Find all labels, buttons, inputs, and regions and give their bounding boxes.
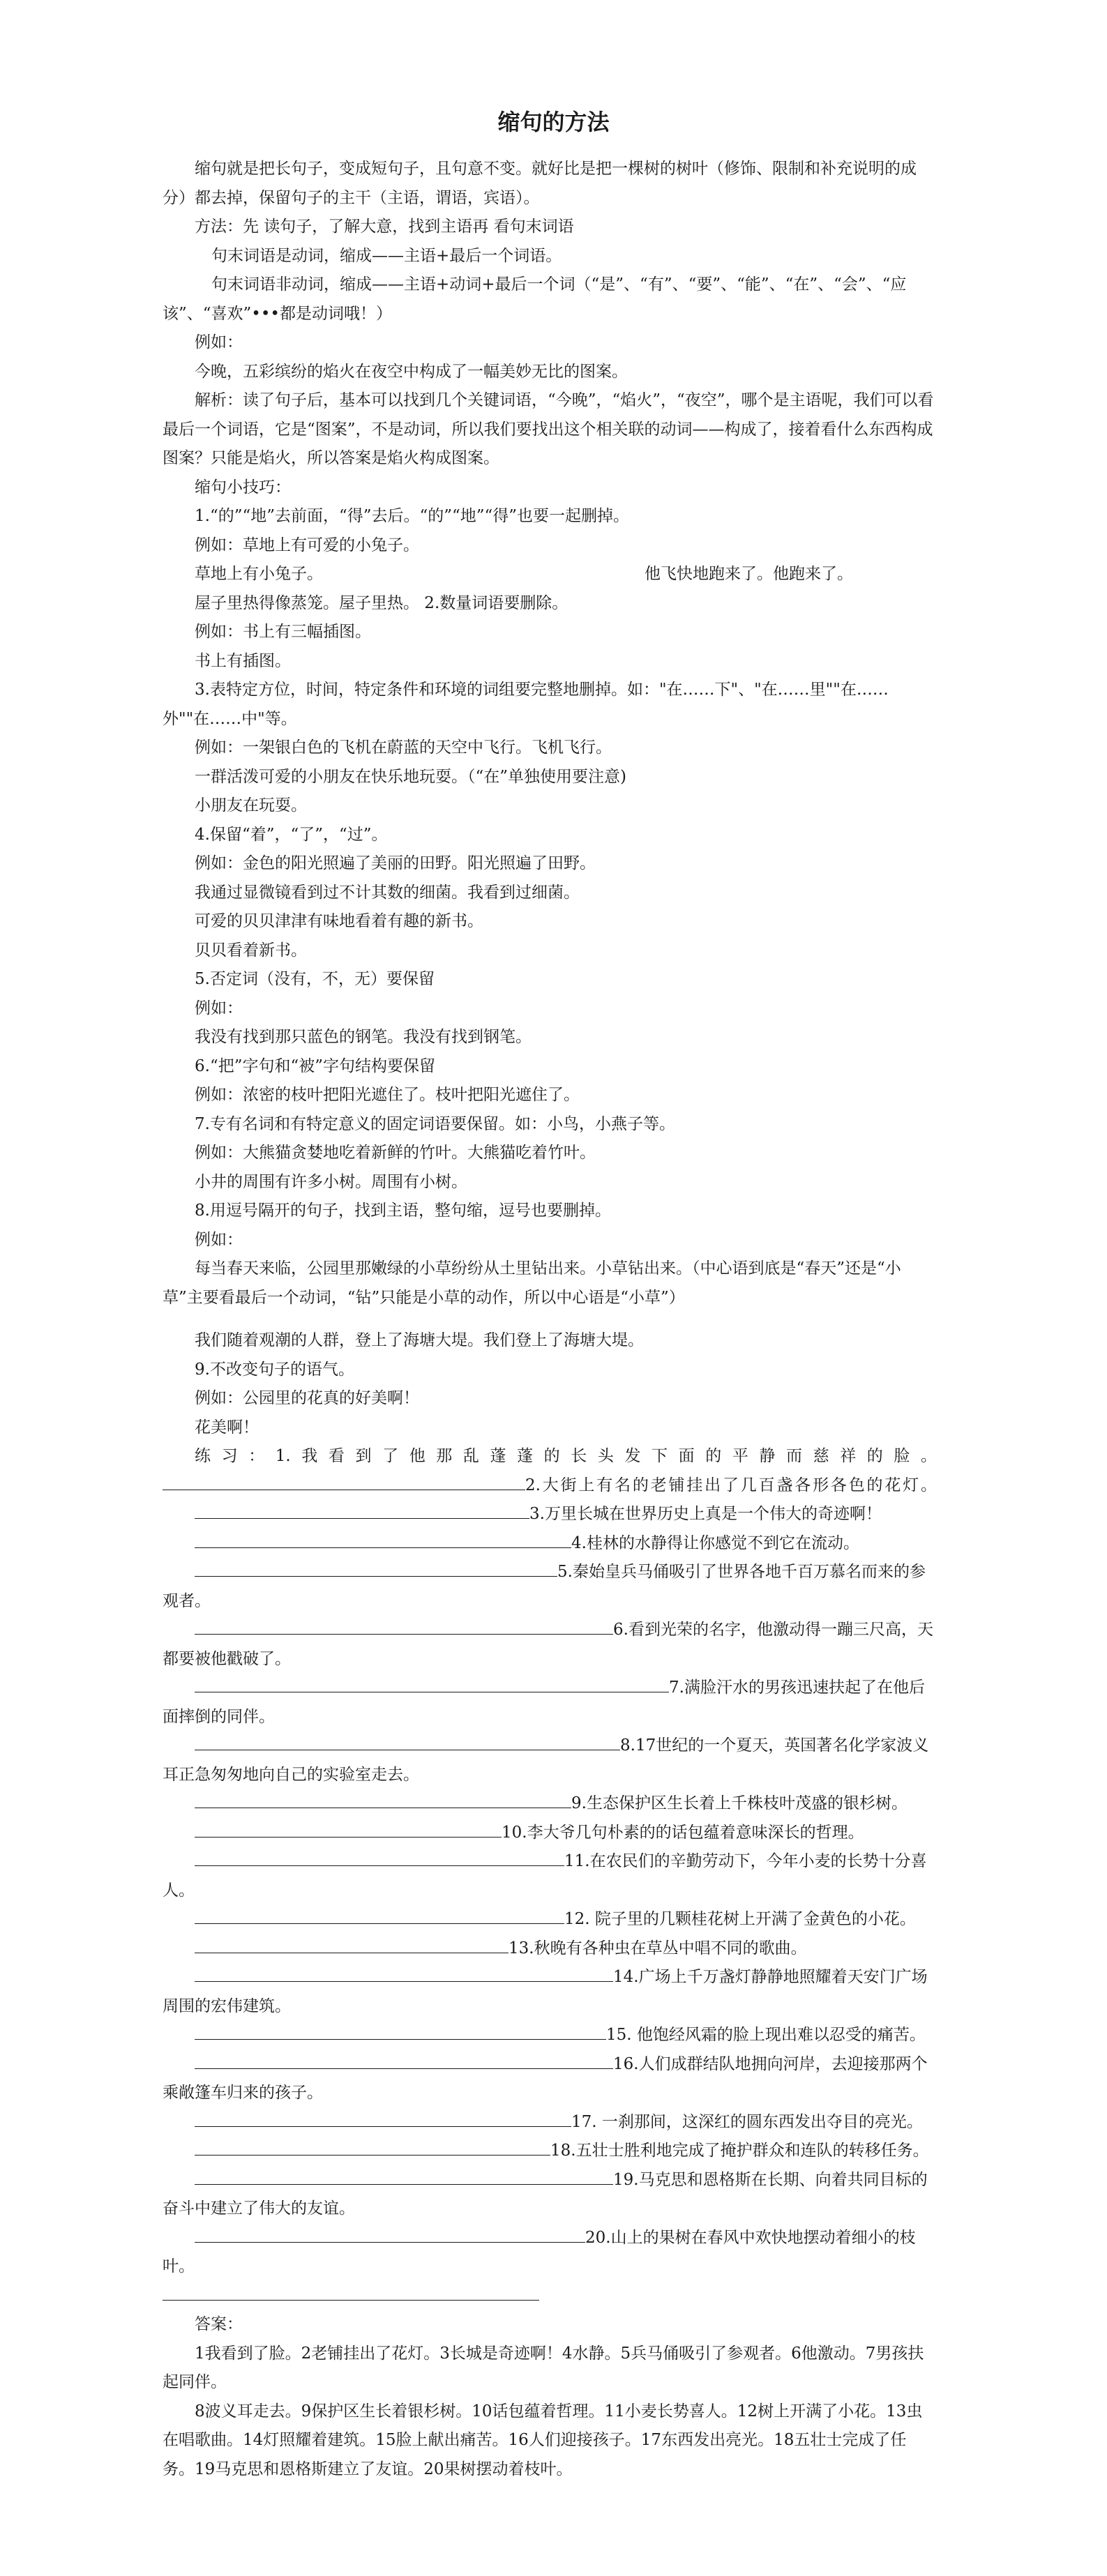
tip-4-example-3: 可爱的贝贝津津有味地看着有趣的新书。 xyxy=(195,912,483,930)
exercise-item xyxy=(163,1529,937,1559)
exercise-item xyxy=(163,1674,937,1732)
tip-6-example: 例如：浓密的枝叶把阳光遮住了。枝叶把阳光遮住了。 xyxy=(195,1086,580,1104)
exercise-sentence: 9.生态保护区生长着上千株枝叶茂盛的银杉树。 xyxy=(571,1794,908,1812)
exercise-item xyxy=(163,2224,937,2282)
exercise-sentence: 5.秦始皇兵马俑吸引了世界各地千百万慕名而来的参观者。 xyxy=(163,1563,926,1610)
exercise-item xyxy=(163,1789,937,1819)
analysis-paragraph: 解析：读了句子后，基本可以找到几个关键词语，“今晚”，“焰火”，“夜空”，哪个是主语呢，我们可以看最后一个词语，它是“图案”，不是动词，所以我们要找出这个相关联的动词——构成了，接着看什么东西构成图案？只能是焰火，所以答案是焰火构成图案。 xyxy=(163,391,934,467)
answer-line xyxy=(195,2169,613,2185)
exercise-sentence: 8.17世纪的一个夏天，英国著名化学家波义耳正急匆匆地向自己的实验室走去。 xyxy=(163,1736,929,1784)
exercise-item xyxy=(163,2050,937,2108)
example-sentence: 今晚，五彩缤纷的焰火在夜空中构成了一幅美妙无比的图案。 xyxy=(195,362,628,381)
example-label: 例如： xyxy=(195,333,243,351)
answer-line xyxy=(195,1850,564,1866)
tip-7-example-2: 小井的周围有许多小树。周围有小树。 xyxy=(195,1172,467,1191)
tip-2-answer: 书上有插图。 xyxy=(195,651,291,670)
exercise-item xyxy=(163,1905,937,1934)
tip-8-example-2: 我们随着观潮的人群，登上了海塘大堤。我们登上了海塘大堤。 xyxy=(195,1331,644,1349)
tip-9: 9.不改变句子的语气。 xyxy=(195,1360,354,1379)
exercise-sentence: 13.秋晚有各种虫在草丛中唱不同的歌曲。 xyxy=(509,1939,807,1957)
tip-4: 4.保留“着”，“了”，“过”。 xyxy=(195,825,388,844)
exercise-sentence: 20.山上的果树在春风中欢快地摆动着细小的枝叶。 xyxy=(163,2228,916,2275)
method-line: 方法：先 读句子，了解大意，找到主语再 看句末词语 xyxy=(195,218,574,236)
tip-8-example-label: 例如： xyxy=(195,1230,243,1249)
answer-line xyxy=(195,1966,613,1982)
tip-4-answer: 贝贝看着新书。 xyxy=(195,941,307,960)
answer-line xyxy=(195,1908,564,1924)
exercise-sentence: 2.大街上有名的老铺挂出了几百盏各形各色的花灯。 xyxy=(525,1476,937,1494)
exercise-lead: 练习：1.我看到了他那乱蓬蓬的长头发下面的平静而慈祥的脸。 xyxy=(195,1447,937,1465)
exercise-sentence: 4.桂林的水静得让你感觉不到它在流动。 xyxy=(571,1533,859,1552)
answer-line xyxy=(163,2285,539,2301)
tip-9-example: 例如：公园里的花真的好美啊！ xyxy=(195,1389,419,1407)
answers-label: 答案： xyxy=(195,2315,243,2333)
tip-3-example: 例如：一架银白色的飞机在蔚蓝的天空中飞行。飞机飞行。 xyxy=(195,738,612,757)
document-body xyxy=(163,155,937,2484)
exercise-sentence: 16.人们成群结队地拥向河岸，去迎接那两个乘敞篷车归来的孩子。 xyxy=(163,2054,928,2102)
exercise-item xyxy=(163,1732,937,1789)
answer-line xyxy=(195,2024,606,2040)
page-title: 缩句的方法 xyxy=(497,109,610,135)
exercise-sentence: 11.在农民们的辛勤劳动下，今年小麦的长势十分喜人。 xyxy=(163,1852,927,1900)
exercise-item xyxy=(163,1819,937,1848)
exercise-sentence: 18.五壮士胜利地完成了掩护群众和连队的转移任务。 xyxy=(550,2142,929,2160)
tip-8-example: 每当春天来临，公园里那嫩绿的小草纷纷从土里钻出来。小草钻出来。（中心语到底是“春天”还是“小草”主要看最后一个动词，“钻”只能是小草的动作，所以中心语是“小草”） xyxy=(163,1259,901,1307)
exercise-item xyxy=(163,1616,937,1674)
answer-line xyxy=(195,1821,502,1838)
tip-5-example-label: 例如： xyxy=(195,999,243,1017)
answer-line xyxy=(195,2111,571,2127)
tip-2-example: 例如：书上有三幅插图。 xyxy=(195,623,371,641)
method-rule-1: 句末词语是动词，缩成——主语+最后一个词语。 xyxy=(211,246,562,265)
tip-1-example-2: 他飞快地跑来了。他跑来了。 xyxy=(645,565,853,583)
tip-1-examples-row xyxy=(163,560,937,589)
exercise-item xyxy=(163,1934,937,1964)
answer-line xyxy=(195,1532,571,1548)
exercise-answer-blank xyxy=(163,1471,937,1501)
answer-line xyxy=(195,1561,557,1577)
exercise-sentence: 3.万里长城在世界历史上真是一个伟大的奇迹啊！ xyxy=(529,1505,882,1523)
tip-8: 8.用逗号隔开的句子，找到主语，整句缩，逗号也要删掉。 xyxy=(195,1202,611,1220)
exercise-item xyxy=(163,1963,937,2021)
method-rule-2: 句末词语非动词，缩成——主语+动词+最后一个词（“是”、“有”、“要”、“能”、“在”、“会”、“应该”、“喜欢”•••都是动词哦！） xyxy=(163,275,907,323)
exercise-item xyxy=(163,1500,937,1529)
answer-line xyxy=(195,1792,571,1808)
answer-line xyxy=(195,1619,613,1635)
tip-5-example: 我没有找到那只蓝色的钢笔。我没有找到钢笔。 xyxy=(195,1028,532,1046)
tip-7: 7.专有名词和有特定意义的固定词语要保留。如：小鸟，小燕子等。 xyxy=(195,1114,675,1133)
tip-1-answer: 草地上有小兔子。 xyxy=(195,565,323,583)
answers-paragraph-1: 1我看到了脸。2老铺挂出了花灯。3长城是奇迹啊！4水静。5兵马俑吸引了参观者。6他激动。7男孩扶起同伴。 xyxy=(163,2344,924,2391)
answer-line xyxy=(195,1937,509,1953)
tip-5: 5.否定词（没有，不，无）要保留 xyxy=(195,970,435,988)
exercise-item xyxy=(163,1847,937,1905)
tip-2-line: 屋子里热得像蒸笼。屋子里热。 2.数量词语要删除。 xyxy=(195,593,568,612)
exercise-item xyxy=(163,2021,937,2050)
tip-3-example-2: 一群活泼可爱的小朋友在快乐地玩耍。（“在”单独使用要注意) xyxy=(195,767,626,786)
tip-1-example: 例如：草地上有可爱的小兔子。 xyxy=(195,536,419,554)
exercise-sentence: 15. 他饱经风霜的脸上现出难以忍受的痛苦。 xyxy=(606,2026,926,2044)
answer-line xyxy=(195,1676,669,1692)
exercise-item xyxy=(163,2108,937,2137)
exercise-item xyxy=(163,2166,937,2224)
answers-paragraph-2: 8波义耳走去。9保护区生长着银杉树。10话包蕴着哲理。11小麦长势喜人。12树上开满了小花。13虫在唱歌曲。14灯照耀着建筑。15脸上献出痛苦。16人们迎接孩子。17东西发出亮光。18五壮士完成了任务。19马克思和恩格斯建立了友谊。20果树摆动着枝叶。 xyxy=(163,2402,923,2478)
exercise-sentence: 14.广场上千万盏灯静静地照耀着天安门广场周围的宏伟建筑。 xyxy=(163,1968,928,2015)
tip-7-example: 例如：大熊猫贪婪地吃着新鲜的竹叶。大熊猫吃着竹叶。 xyxy=(195,1144,596,1162)
exercise-final-blank xyxy=(163,2282,937,2311)
answer-line xyxy=(195,2139,550,2155)
exercise-sentence: 7.满脸汗水的男孩迅速扶起了在他后面摔倒的同伴。 xyxy=(163,1679,925,1726)
tips-heading: 缩句小技巧： xyxy=(195,478,291,497)
tip-9-answer: 花美啊！ xyxy=(195,1418,259,1437)
answer-line xyxy=(195,2053,613,2069)
tip-4-example: 例如：金色的阳光照遍了美丽的田野。阳光照遍了田野。 xyxy=(195,854,596,872)
exercise-item xyxy=(163,1558,937,1616)
tip-4-example-2: 我通过显微镜看到过不计其数的细菌。我看到过细菌。 xyxy=(195,883,580,902)
exercise-sentence: 10.李大爷几句朴素的的话包蕴着意味深长的哲理。 xyxy=(502,1823,864,1842)
answer-line xyxy=(195,1503,529,1519)
tip-3: 3.表特定方位，时间，特定条件和环境的词组要完整地删掉。如："在……下"、"在……里""在……外""在……中"等。 xyxy=(163,681,889,728)
tip-6: 6.“把”字句和“被”字句结构要保留 xyxy=(195,1056,435,1075)
intro-paragraph: 缩句就是把长句子，变成短句子，且句意不变。就好比是把一棵树的树叶（修饰、限制和补充说明的成分）都去掉，保留句子的主干（主语，谓语，宾语）。 xyxy=(163,160,917,207)
answer-line xyxy=(195,1734,620,1750)
exercise-sentence: 17. 一刹那间，这深红的圆东西发出夺目的亮光。 xyxy=(571,2112,923,2131)
exercise-list xyxy=(163,1471,937,2311)
answer-line xyxy=(195,2227,585,2243)
tip-3-answer: 小朋友在玩耍。 xyxy=(195,796,307,815)
tip-1: 1.“的”“地”去前面，“得”去后。“的”“地”“得”也要一起删掉。 xyxy=(195,507,630,525)
exercise-sentence: 19.马克思和恩格斯在长期、向着共同目标的奋斗中建立了伟大的友谊。 xyxy=(163,2170,928,2218)
exercise-item xyxy=(163,2137,937,2166)
exercise-sentence: 12. 院子里的几颗桂花树上开满了金黄色的小花。 xyxy=(564,1910,916,1928)
exercise-sentence: 6.看到光荣的名字，他激动得一蹦三尺高，天都要被他戳破了。 xyxy=(163,1621,933,1668)
answer-line xyxy=(163,1474,525,1490)
